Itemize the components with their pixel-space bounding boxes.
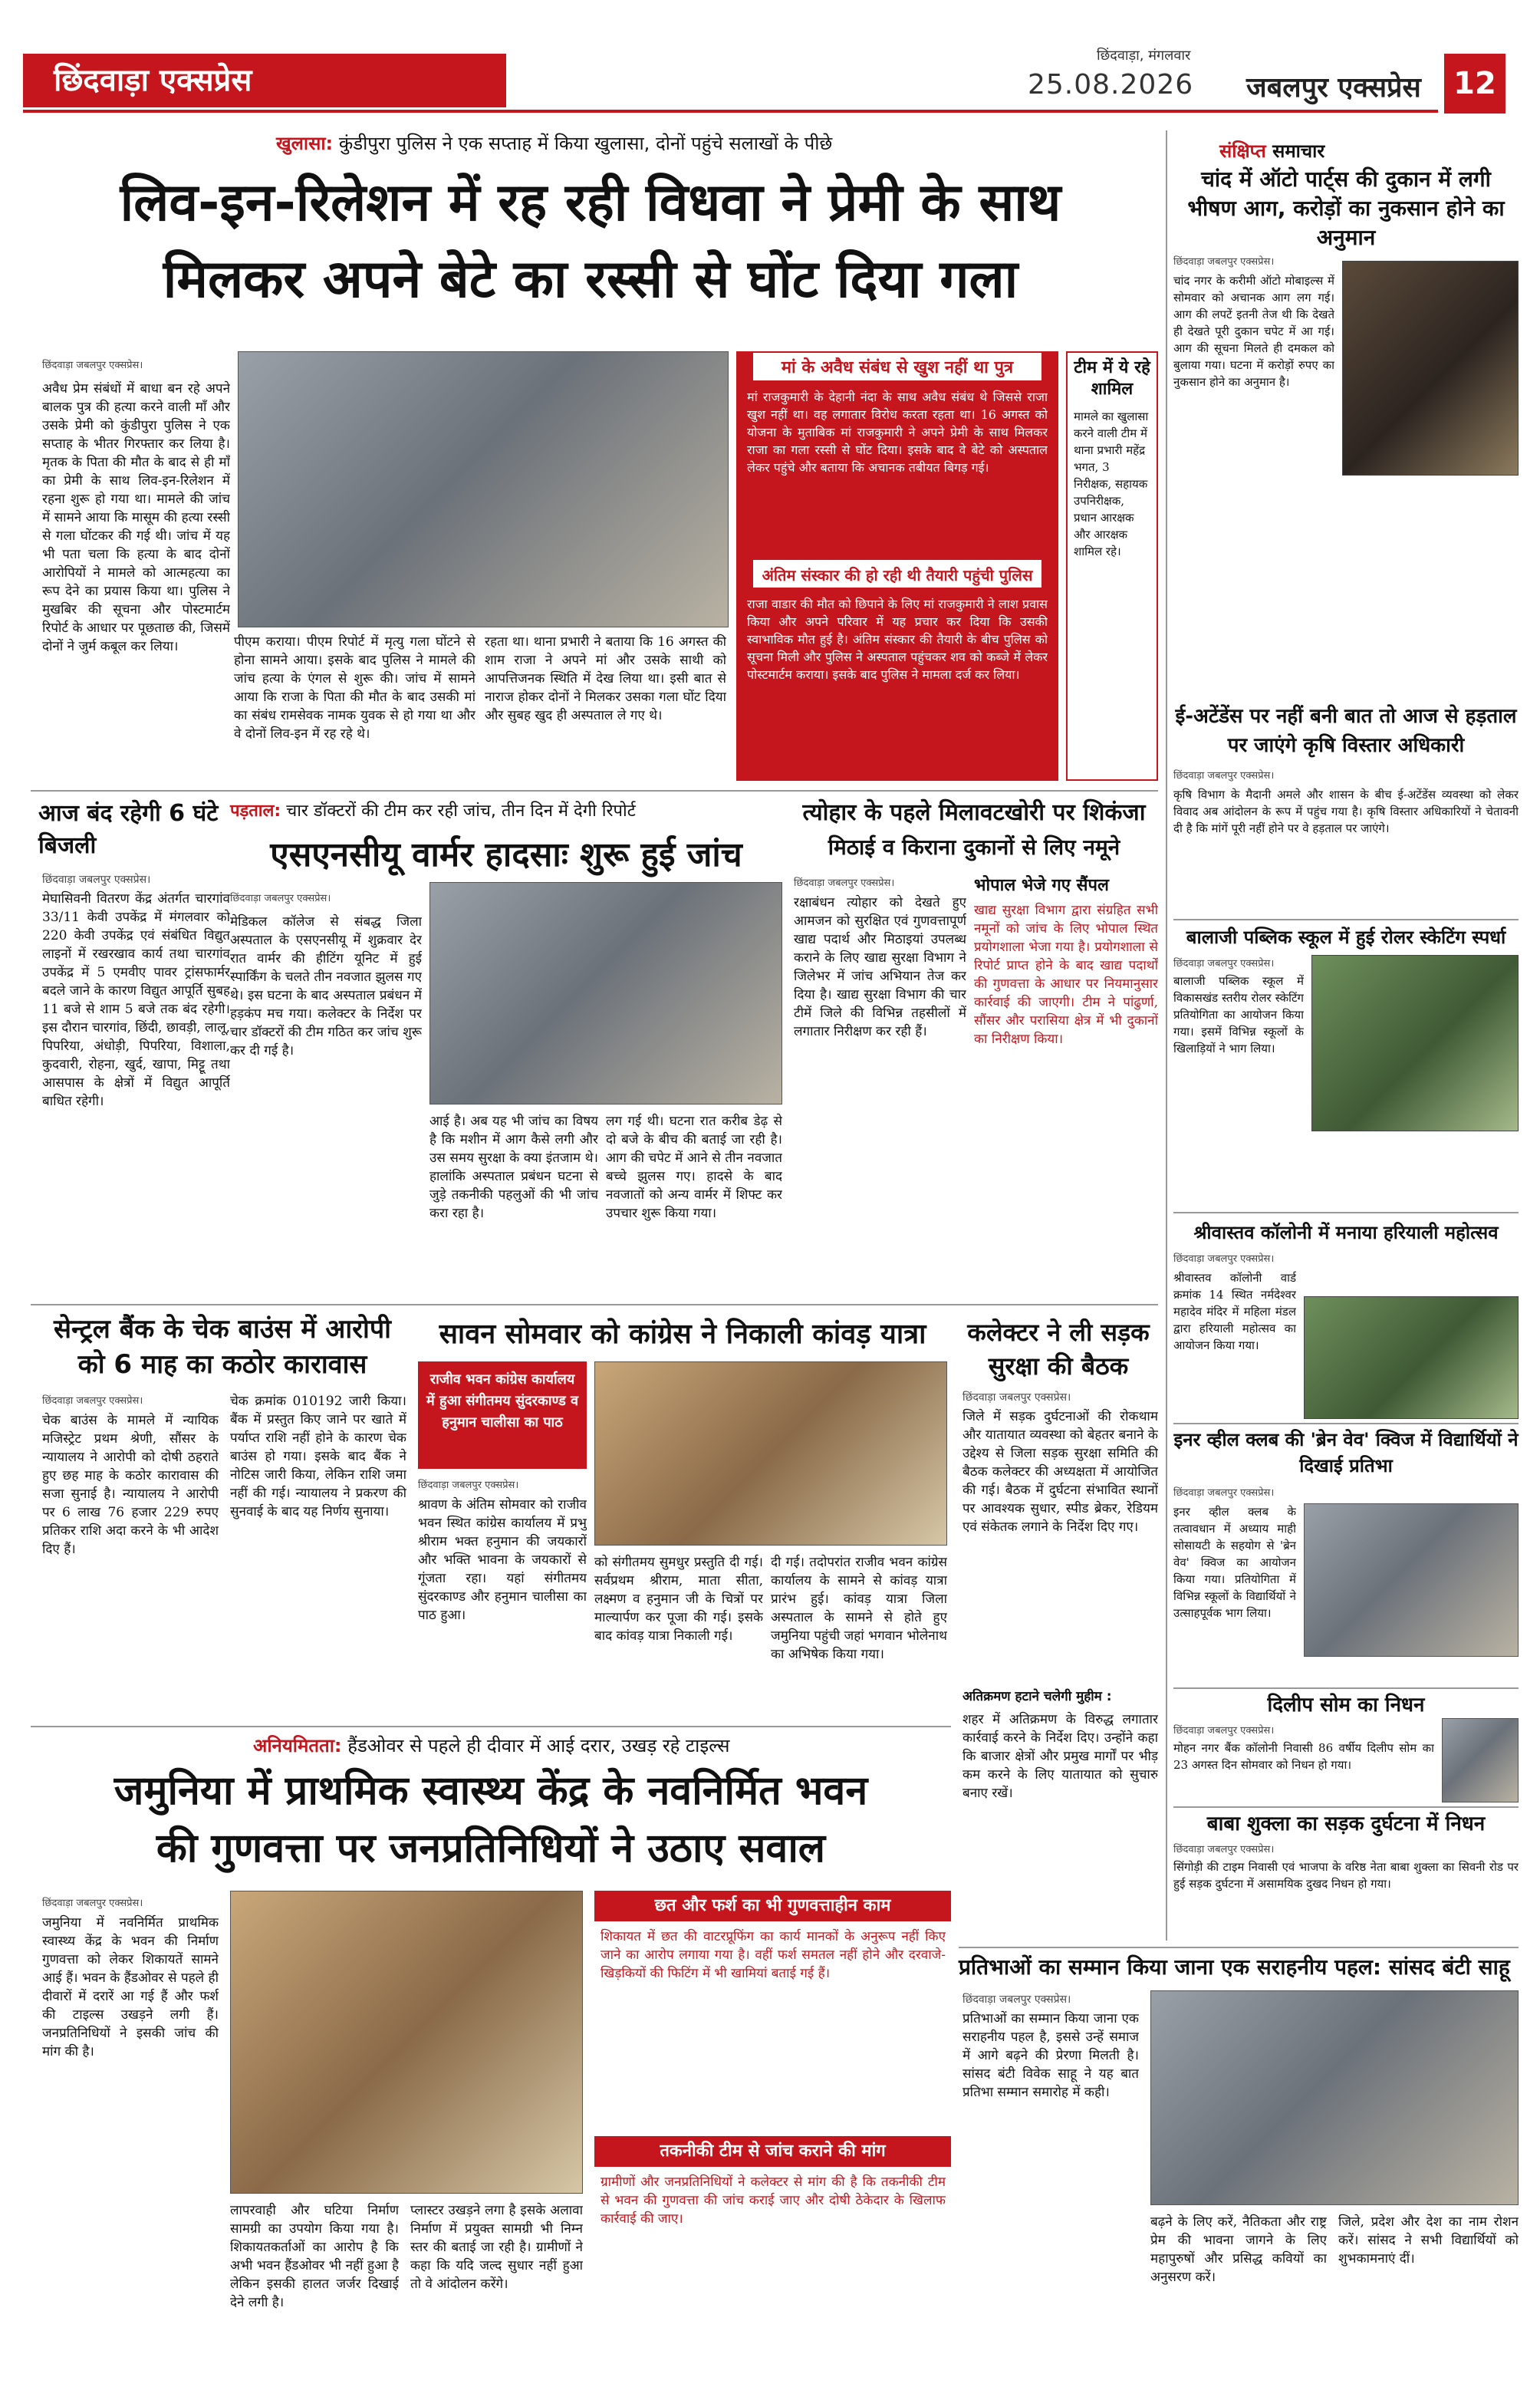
divider <box>1173 919 1519 920</box>
power-headline: आज बंद रहेगी 6 घंटे बिजली <box>38 800 219 859</box>
shukla-headline: बाबा शुक्ला का सड़क दुर्घटना में निधन <box>1206 1812 1486 1835</box>
fire-headline: चांद में ऑटो पार्ट्स की दुकान में लगी भीषण आग, करोड़ों का नुकसान होने का अनुमान <box>1187 166 1505 250</box>
phc-col1: जमुनिया में नवनिर्मित प्राथमिक स्वास्थ्य केंद्र के भवन की निर्माण गुणवत्ता को लेकर शिकायतें सामने आई हैं। भवन के हैंडओवर से पहले ही दीवारों में दरारें आ गई हैं और फर्श की टाइल्स उखड़ने लगी हैं। जनप्रतिनिधियों ने इसकी जांच की मांग की है। <box>42 1915 219 2059</box>
divider <box>959 1947 1519 1948</box>
honor-col1: प्रतिभाओं का सम्मान किया जाना एक सराहनीय पहल है, इससे उन्हें समाज में आगे बढ़ने की प्रेरणा मिलती है। सांसद बंटी विवेक साहू ने यह बात प्रतिभा सम्मान समारोह में कही। <box>962 2011 1139 2100</box>
kanwar-headline: सावन सोमवार को कांग्रेस ने निकाली कांवड़ यात्रा <box>439 1319 926 1350</box>
phc-photo-building <box>230 1891 583 2194</box>
dateline-place: छिंदवाड़ा, मंगलवार <box>1097 48 1191 64</box>
kanwar-col3: दी गई। तदोपरांत राजीव भवन कांग्रेस कार्यालय के सामने से कांवड़ यात्रा प्रारंभ हुई। कांवड़ यात्रा जिला अस्पताल के सामने से होते हुए जमुनिया पहुंची जहां भगवान भोलेनाथ का अभिषेक किया गया। <box>771 1555 947 1662</box>
section-banner: छिंदवाड़ा एक्सप्रेस <box>23 54 506 107</box>
team-box <box>1066 351 1158 781</box>
lead-col3: रहता था। थाना प्रभारी ने बताया कि 16 अगस्त की शाम राजा ने अपने मां और उसके साथी को आपत्तिजनक स्थिति में देख लिया था। इसी बात से नाराज होकर दोनों ने मिलकर उसका गला घोंट दिया और सुबह खुद ही अस्पताल ले गए थे। <box>485 634 726 723</box>
divider <box>31 1726 951 1727</box>
collector-subhead: अतिक्रमण हटाने चलेगी मुहीम : <box>962 1689 1112 1704</box>
medical-col1: मेडिकल कॉलेज से संबद्ध जिला अस्पताल के एसएनसीयू में शुक्रवार देर रात वार्मर की हीटिंग यूनिट में हुई स्पार्किंग के चलते तीन नवजात झुलस गए थे। इस घटना के बाद अस्पताल प्रबंधन में हड़कंप मच गया। कलेक्टर के निर्देश पर चार डॉक्टरों की टीम गठित कर जांच शुरू कर दी गई है। <box>230 914 422 1058</box>
divider <box>1173 1687 1519 1689</box>
obit-text: मोहन नगर बैंक कॉलोनी निवासी 86 वर्षीय दिलीप सोम का 23 अगस्त दिन सोमवार को निधन हो गया। <box>1173 1741 1434 1772</box>
divider <box>1173 1212 1519 1213</box>
honor-headline: प्रतिभाओं का सम्मान किया जाना एक सराहनीय पहल: सांसद बंटी साहू <box>959 1954 1510 1980</box>
honor-col2: बढ़ने के लिए करें, नैतिकता और राष्ट्र प्रेम की भावना जागने के लिए महापुरुषों और प्रसिद्ध कवियों का अनुसरण करें। <box>1150 2214 1327 2285</box>
phc-sidebox-title-1: छत और फर्श का भी गुणवत्ताहीन काम <box>594 1891 951 1921</box>
medical-col2: आई है। अब यह भी जांच का विषय है कि मशीन में आग कैसे लगी और उस समय सुरक्षा के क्या इंतजाम थे। हालांकि अस्पताल प्रबंधन घटना से जुड़े तकनीकी पहलुओं की भी जांच करा रहा है। <box>429 1114 598 1221</box>
bank-col1: चेक बाउंस के मामले में न्यायिक मजिस्ट्रेट प्रथम श्रेणी, सौंसर के न्यायालय ने आरोपी को दोषी ठहराते हुए छह माह के कठोर कारावास की सजा सुनाई है। न्यायालय ने आरोपी पर 6 लाख 76 हजार 229 रुपए प्रतिकर राशि अदा करने के भी आदेश दिए हैं। <box>42 1413 219 1557</box>
kanwar-dateline: छिंदवाड़ा जबलपुर एक्सप्रेस। <box>418 1480 519 1491</box>
lead-photo-police-team <box>238 351 729 627</box>
etender-headline: ई-अटेंडेंस पर नहीं बनी बात तो आज से हड़ताल पर जाएंगे कृषि विस्तार अधिकारी <box>1175 705 1517 757</box>
sidebar-divider <box>1166 130 1167 1941</box>
lead-kicker-tag: खुलासा: <box>276 133 334 154</box>
sidebar-heading <box>1219 138 1324 163</box>
phc-sidebox-title-2: तकनीकी टीम से जांच कराने की मांग <box>594 2136 951 2167</box>
medical-photo-investigation <box>429 882 782 1105</box>
food-headline-line1: त्योहार के पहले मिलावटखोरी पर शिकंजा <box>802 799 1146 826</box>
bank-col2: चेक क्रमांक 010192 जारी किया। बैंक में प्रस्तुत किए जाने पर खाते में पर्याप्त राशि नहीं होने के कारण चेक बाउंस हो गया। इसके बाद बैंक ने नोटिस जारी किया, लेकिन राशि जमा नहीं की गई। न्यायालय ने प्रकरण की सुनवाई के बाद यह निर्णय सुनाया। <box>230 1394 406 1519</box>
lead-kicker-text: कुंडीपुरा पुलिस ने एक सप्ताह में किया खुलासा, दोनों पहुंचे सलाखों के पीछे <box>338 133 833 154</box>
sidebar-heading-a: संक्षिप्त <box>1219 140 1266 162</box>
skating-photo <box>1311 955 1519 1131</box>
obit-headline: दिलीप सोम का निधन <box>1267 1694 1425 1717</box>
kanwar-photo-puja <box>594 1361 947 1546</box>
phc-kicker-tag: अनियमितता: <box>253 1735 342 1756</box>
quiz-text: इनर व्हील क्लब के तत्वावधान में अध्याय माही सोसायटी के सहयोग से 'ब्रेन वेव' क्विज का आयोजन किया गया। प्रतियोगिता में विभिन्न स्कूलों के विद्यार्थियों ने उत्साहपूर्वक भाग लिया। <box>1173 1505 1296 1620</box>
phc-sidebox <box>594 1891 951 2374</box>
skating-text: बालाजी पब्लिक स्कूल में विकासखंड स्तरीय रोलर स्केटिंग प्रतियोगिता का आयोजन किया गया। इसमें विभिन्न स्कूलों के खिलाड़ियों ने भाग लिया। <box>1173 974 1304 1055</box>
bank-dateline: छिंदवाड़ा जबलपुर एक्सप्रेस। <box>42 1395 143 1407</box>
honor-col3: जिले, प्रदेश और देश का नाम रोशन करें। सांसद ने सभी विद्यार्थियों को शुभकामनाएं दीं। <box>1338 2214 1519 2267</box>
food-dateline: छिंदवाड़ा जबलपुर एक्सप्रेस। <box>794 877 895 889</box>
sidebar-heading-b: समाचार <box>1272 140 1325 162</box>
kanwar-redbox: राजीव भवन कांग्रेस कार्यालय में हुआ संगीतमय सुंदरकाण्ड व हनुमान चालीसा का पाठ <box>418 1361 587 1469</box>
obit-portrait <box>1442 1718 1519 1802</box>
skating-headline: बालाजी पब्लिक स्कूल में हुई रोलर स्केटिंग स्पर्धा <box>1186 927 1506 948</box>
collector-dateline: छिंदवाड़ा जबलपुर एक्सप्रेस। <box>962 1391 1071 1404</box>
hariyali-dateline: छिंदवाड़ा जबलपुर एक्सप्रेस। <box>1173 1253 1275 1265</box>
etender-dateline: छिंदवाड़ा जबलपुर एक्सप्रेस। <box>1173 770 1275 782</box>
lead-headline-line1: लिव-इन-रिलेशन में रह रही विधवा ने प्रेमी के साथ <box>120 173 1061 233</box>
shukla-text: सिंगोड़ी की टाइम निवासी एवं भाजपा के वरिष्ठ नेता बाबा शुक्ला का सिवनी रोड पर हुई सड़क दुर्घटना में असामयिक दुखद निधन हो गया। <box>1173 1860 1519 1891</box>
phc-headline-line2: की गुणवत्ता पर जनप्रतिनिधियों ने उठाए सवाल <box>156 1826 826 1872</box>
phc-dateline: छिंदवाड़ा जबलपुर एक्सप्रेस। <box>42 1898 143 1909</box>
fire-dateline: छिंदवाड़ा जबलपुर एक्सप्रेस। <box>1173 256 1275 268</box>
newspaper-brand: जबलपुर एक्सप्रेस <box>1246 72 1421 104</box>
medical-kicker <box>230 798 782 825</box>
divider <box>1173 1423 1519 1424</box>
collector-text2: शहर में अतिक्रमण के विरुद्ध लगातार कार्रवाई करने के निर्देश दिए। उन्होंने कहा कि बाजार क्षेत्रों और प्रमुख मार्गों पर भीड़ कम करने के लिए यातायात को सुचारु बनाए रखें। <box>962 1712 1158 1801</box>
honor-dateline: छिंदवाड़ा जबलपुर एक्सप्रेस। <box>962 1993 1071 2006</box>
skating-dateline: छिंदवाड़ा जबलपुर एक्सप्रेस। <box>1173 958 1275 970</box>
sidebox-text-1: मां राजकुमारी के देहानी नंदा के साथ अवैध संबंध थे जिससे राजा खुश नहीं था। वह लगातार विरोध करता रहता था। 16 अगस्त को योजना के मुताबिक मां राजकुमारी ने अपने प्रेमी के साथ मिलकर राजा का गला रस्सी से घोंट दिया। इसके बाद वे बेटे को अस्पताल लेकर पहुंचे और बताया कि अचानक तबीयत बिगड़ गई। <box>747 390 1048 475</box>
quiz-photo <box>1304 1503 1519 1657</box>
divider <box>31 1304 1158 1305</box>
kanwar-col2: को संगीतमय सुमधुर प्रस्तुति दी गई। सर्वप्रथम श्रीराम, माता सीता, लक्ष्मण व हनुमान जी के चित्रों पर माल्यार्पण कर पूजा की गई। इसके बाद कांवड़ यात्रा निकाली गई। <box>594 1555 763 1644</box>
hariyali-headline: श्रीवास्तव कॉलोनी में मनाया हरियाली महोत्सव <box>1193 1222 1499 1243</box>
quiz-headline: इनर व्हील क्लब की 'ब्रेन वेव' क्विज में विद्यार्थियों ने दिखाई प्रतिभा <box>1173 1429 1519 1477</box>
honor-photo-ceremony <box>1150 1990 1519 2205</box>
food-headline-line2: मिठाई व किराना दुकानों से लिए नमूने <box>828 835 1120 860</box>
lead-col2: पीएम कराया। पीएम रिपोर्ट में मृत्यु गला घोंटने से होना सामने आया। इसके बाद पुलिस ने मामले की जांच हत्या के एंगल से शुरू की। जांच में सामने आया कि राजा के पिता की मौत के बाद उसकी मां का संबंध रामसेवक नामक युवक से हो गया था और वे दोनों लिव-इन में रह रहे थे। <box>234 634 475 742</box>
phc-sidebox-text-2: ग्रामीणों और जनप्रतिनिधियों ने कलेक्टर से मांग की है कि तकनीकी टीम से भवन की गुणवत्ता की जांच कराई जाए और दोषी ठेकेदार के खिलाफ कार्रवाई की जाए। <box>601 2174 946 2227</box>
food-subhead: भोपाल भेजे गए सैंपल <box>974 876 1109 895</box>
phc-headline-line1: जमुनिया में प्राथमिक स्वास्थ्य केंद्र के नवनिर्मित भवन <box>114 1768 868 1814</box>
issue-date: 25.08.2026 <box>1028 69 1194 100</box>
sidebox-title-1: मां के अवैध संबंध से खुश नहीं था पुत्र <box>752 351 1043 382</box>
sidebox-title-2: अंतिम संस्कार की हो रही थी तैयारी पहुंची पुलिस <box>752 558 1043 589</box>
team-box-text: मामले का खुलासा करने वाली टीम में थाना प्रभारी महेंद्र भगत, 3 निरीक्षक, सहायक उपनिरीक्षक, प्रधान आरक्षक और आरक्षक शामिल रहे। <box>1074 410 1149 558</box>
phc-col2: लापरवाही और घटिया निर्माण सामग्री का उपयोग किया गया है। शिकायतकर्ताओं का आरोप है कि अभी भवन हैंडओवर भी नहीं हुआ है लेकिन इसकी हालत जर्जर दिखाई देने लगी है। <box>230 2203 399 2310</box>
lead-sidebox <box>736 351 1058 781</box>
food-col2: खाद्य सुरक्षा विभाग द्वारा संग्रहित सभी नमूनों को जांच के लिए भोपाल स्थित प्रयोगशाला भेजा गया है। प्रयोगशाला से रिपोर्ट प्राप्त होने के बाद खाद्य पदार्थों की गुणवत्ता के आधार पर नियमानुसार कार्रवाई की जाएगी। टीम ने पांढुर्णा, सौंसर और परासिया क्षेत्र में भी दुकानों का निरीक्षण किया। <box>974 903 1158 1047</box>
medical-col3: लग गई थी। घटना रात करीब डेढ़ से दो बजे के बीच की बताई जा रही है। आग की चपेट में आने से तीन नवजात बच्चे झुलस गए। हादसे के बाद नवजातों को अन्य वार्मर में शिफ्ट कर उपचार शुरू किया गया। <box>606 1114 782 1221</box>
hariyali-photo <box>1304 1296 1519 1419</box>
phc-kicker <box>253 1732 943 1760</box>
bank-headline: सेन्ट्रल बैंक के चेक बाउंस में आरोपी को 6 माह का कठोर कारावास <box>54 1314 391 1380</box>
divider <box>31 790 1158 792</box>
kanwar-col1: श्रावण के अंतिम सोमवार को राजीव भवन स्थित कांग्रेस कार्यालय में प्रभु श्रीराम भक्त हनुमान की जयकारों और भक्ति भावना के जयकारों से गूंजता रहा। यहां संगीतमय सुंदरकाण्ड और हनुमान चालीसा का पाठ हुआ। <box>418 1497 587 1623</box>
collector-text: जिले में सड़क दुर्घटनाओं की रोकथाम और यातायात व्यवस्था को बेहतर बनाने के उद्देश्य से जिला सड़क सुरक्षा समिति की बैठक कलेक्टर की अध्यक्षता में आयोजित की गई। बैठक में दुर्घटना संभावित स्थानों पर आवश्यक सुधार, स्पीड ब्रेकर, रेडियम एवं संकेतक लगाने के निर्देश दिए गए। <box>962 1409 1158 1535</box>
phc-col3: प्लास्टर उखड़ने लगा है इसके अलावा निर्माण में प्रयुक्त सामग्री भी निम्न स्तर की बताई जा रही है। ग्रामीणों ने कहा कि यदि जल्द सुधार नहीं हुआ तो वे आंदोलन करेंगे। <box>410 2203 583 2292</box>
sidebox-text-2: राजा वाडार की मौत को छिपाने के लिए मां राजकुमारी ने लाश प्रवास किया और अपने परिवार में यह प्रचार कर दिया कि उसकी स्वाभाविक मौत हुई है। अंतिम संस्कार की तैयारी के बीच पुलिस को सूचना मिली और पुलिस ने अस्पताल पहुंचकर शव को कब्जे में लेकर पोस्टमार्टम कराया। इसके बाद पुलिस ने मामला दर्ज कर लिया। <box>747 597 1048 682</box>
medical-dateline: छिंदवाड़ा जबलपुर एक्सप्रेस। <box>230 893 331 904</box>
team-box-title: टीम में ये रहे शामिल <box>1074 358 1150 399</box>
quiz-dateline: छिंदवाड़ा जबलपुर एक्सप्रेस। <box>1173 1487 1275 1499</box>
page-number: 12 <box>1444 54 1505 114</box>
lead-kicker <box>46 127 1112 160</box>
lead-dateline: छिंदवाड़ा जबलपुर एक्सप्रेस। <box>42 360 143 371</box>
collector-headline: कलेक्टर ने ली सड़क सुरक्षा की बैठक <box>967 1318 1150 1381</box>
medical-kicker-text: चार डॉक्टरों की टीम कर रही जांच, तीन दिन में देगी रिपोर्ट <box>286 802 636 821</box>
lead-headline-line2: मिलकर अपने बेटे का रस्सी से घोंट दिया गला <box>163 249 1018 310</box>
shukla-dateline: छिंदवाड़ा जबलपुर एक्सप्रेस। <box>1173 1844 1275 1855</box>
etender-text: कृषि विभाग के मैदानी अमले और शासन के बीच ई-अटेंडेंस व्यवस्था को लेकर विवाद अब आंदोलन के रूप में पहुंच गया है। कृषि विस्तार अधिकारियों ने चेतावनी दी है कि मांगें पूरी नहीं होने पर वे हड़ताल पर जाएंगे। <box>1173 788 1519 835</box>
lead-col1: अवैध प्रेम संबंधों में बाधा बन रहे अपने बालक पुत्र की हत्या करने वाली माँ और उसके प्रेमी को कुंडीपुरा पुलिस ने एक सप्ताह के भीतर गिरफ्तार कर लिया है। मृतक के पिता की मौत के बाद से ही माँ का प्रेमी के साथ लिव-इन-रिलेशन में रहना शुरू हो गया था। मामले की जांच में सामने आया कि मासूम की हत्या रस्सी से गला घोंटकर की गई थी। जांच में यह भी पता चला कि हत्या के बाद दोनों आरोपियों ने मामले को आत्महत्या का रूप देने का प्रयास किया था। पुलिस ने मुखबिर की सूचना और पोस्टमार्टम रिपोर्ट के आधार पर पूछताछ की, जिसमें दोनों ने जुर्म कबूल कर लिया। <box>42 381 230 654</box>
medical-kicker-tag: पड़ताल: <box>230 802 281 821</box>
power-dateline: छिंदवाड़ा जबलपुर एक्सप्रेस। <box>42 874 151 886</box>
phc-sidebox-text-1: शिकायत में छत की वाटरप्रूफिंग का कार्य मानकों के अनुरूप नहीं किए जाने का आरोप लगाया गया है। वहीं फर्श समतल नहीं होने और दरवाजे-खिड़कियों की फिटिंग में भी खामियां बताई गई हैं। <box>601 1929 946 1981</box>
divider <box>1173 1806 1519 1808</box>
obit-dateline: छिंदवाड़ा जबलपुर एक्सप्रेस। <box>1173 1725 1275 1737</box>
fire-text: चांद नगर के करीमी ऑटो मोबाइल्स में सोमवार को अचानक आग लग गई। आग की लपटें इतनी तेज थी कि देखते ही देखते पूरी दुकान चपेट में आ गई। आग की सूचना मिलते ही दमकल को बुलाया गया। घटना में करोड़ों रुपए का नुकसान होने का अनुमान है। <box>1173 274 1334 389</box>
phc-kicker-text: हैंडओवर से पहले ही दीवार में आई दरार, उखड़ रहे टाइल्स <box>347 1735 730 1756</box>
power-text: मेघासिवनी वितरण केंद्र अंतर्गत चारगांव 33/11 केवी उपकेंद्र में मंगलवार को 220 केवी उपकेंद्र एवं संबंधित विद्युत लाइनों में रखरखाव कार्य तथा चारगांव उपकेंद्र में 5 एमवीए पावर ट्रांसफार्मर बदले जाने के कारण विद्युत आपूर्ति सुबह 11 बजे से शाम 5 बजे तक बंद रहेगी। इस दौरान चारगांव, छिंदी, छावड़ी, लालू, पिपरिया, अंधोड़ी, पिपरिया, विशाला, कुदवारी, रोहना, खुर्द, खापा, मिट्टू तथा आसपास के क्षेत्रों में विद्युत आपूर्ति बाधित रहेगी। <box>42 891 230 1109</box>
food-col1: रक्षाबंधन त्योहार को देखते हुए आमजन को सुरक्षित एवं गुणवत्तापूर्ण खाद्य पदार्थ और मिठाइयां उपलब्ध कराने के लिए खाद्य सुरक्षा विभाग ने जिलेभर में जांच अभियान तेज कर दिया है। खाद्य सुरक्षा विभाग की चार टीमें जिले की विभिन्न तहसीलों में लगातार निरीक्षण कर रही हैं। <box>794 895 966 1039</box>
masthead-rule <box>23 110 1438 113</box>
fire-photo-shop <box>1342 261 1519 476</box>
medical-headline: एसएनसीयू वार्मर हादसाः शुरू हुई जांच <box>270 835 742 874</box>
hariyali-text: श्रीवास्तव कॉलोनी वार्ड क्रमांक 14 स्थित नर्मदेश्वर महादेव मंदिर में महिला मंडल द्वारा हरियाली महोत्सव का आयोजन किया गया। <box>1173 1271 1296 1352</box>
